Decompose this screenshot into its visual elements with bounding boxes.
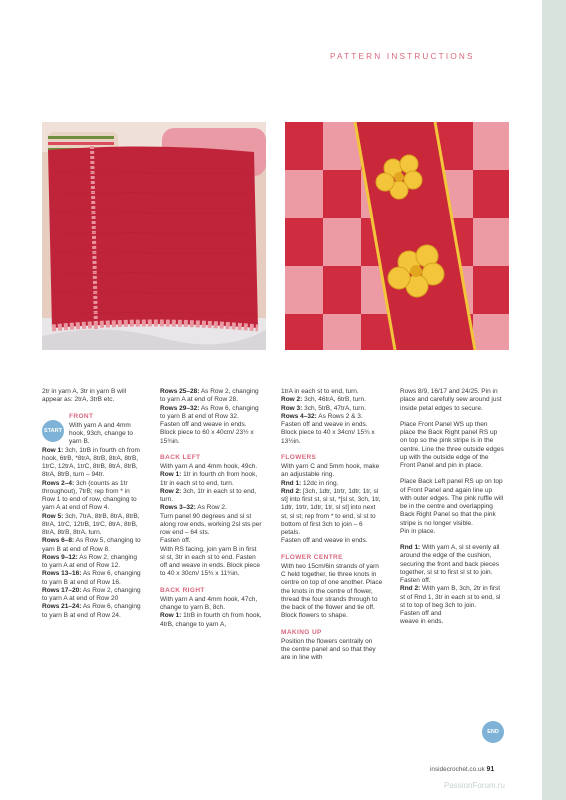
flowers-rnd-2: Rnd 2: [3ch, 1dtr, 1trtr, 1dtr, 1tr, sl st] into first st, sl st, *[sl st, 3ch, 1tr, 1dtr, 1trtr, 1dtr, 1tr, sl st] into next st, sl st; rep from * to end, sl st to bottom of first 3ch to join – 6 petals. xyxy=(281,487,381,536)
back-right-row-1: Row 1: 1trB in fourth ch from hook, 4trB, change to yarn A, xyxy=(160,612,262,628)
page-footer xyxy=(430,766,494,773)
section-header: PATTERN INSTRUCTIONS xyxy=(330,52,475,61)
intro-text: 2tr in yarn A, 3tr in yarn B will appear as: 2trA, 3trB etc. xyxy=(42,388,127,404)
page-edge xyxy=(542,0,566,800)
front-fasten: Fasten off and weave in ends. Block piece to 60 x 40cm/ 23½ x 15¾in. xyxy=(160,421,254,445)
rows-9-12: Rows 9–12: As Row 2, changing to yarn A at end of Row 12. xyxy=(42,553,138,569)
rows-17-20: Rows 17–20: As Row 2, changing to yarn A at end of Row 20 xyxy=(42,586,141,602)
back-left-row-1: Row 1: 1tr in fourth ch from hook, 1tr in each st to end, turn. xyxy=(160,471,258,487)
back-left-turn: Turn panel 90 degrees and sl st along row ends, working 2sl sts per row end – 64 sts. xyxy=(160,512,262,536)
edging-rnd-2: Rnd 2: With yarn B, 3ch, 2tr in first st of Rnd 1, 3tr in each st to end, sl st to top of beg 3ch to join. xyxy=(400,585,501,609)
back-right-fasten: Fasten off and weave in ends. Block piece to 40 x 34cm/ 15¾ x 13½in. xyxy=(281,421,375,445)
rows-13-16: Rows 13–16: As Row 6, changing to yarn B at end of Row 16. xyxy=(42,570,141,586)
end-badge: END xyxy=(482,721,504,743)
rows-21-24: Rows 21–24: As Row 6, changing to yarn B at end of Row 24. xyxy=(42,603,141,619)
crochet-closeup-photo xyxy=(285,122,509,350)
place-back-left: Place Back Left panel RS up on top of Front Panel and again line up with outer edges. The pink ruffle will be in the centre and overlapping Back Right Panel so that the pink stripe is no longer visible. xyxy=(400,478,504,527)
flowers-rnd-1: Rnd 1: 12dc in ring. xyxy=(281,479,339,487)
place-front-panel: Place Front Panel WS up then place the Back Right panel RS up on top so the pink stripe is in the centre. Line the three outside edges up with the outside edge of the Front Panel and pin in place. xyxy=(400,420,504,469)
back-left-rows-3-32: Rows 3–32: As Row 2. xyxy=(160,504,227,512)
text-column-4 xyxy=(400,388,504,627)
row-5: Row 5: 3ch, 7trA, 8trB, 8trA, 8trB, 8trA, 1trC, 12trB, 1trC, 8trA, 8trB, 8trA, 8trB, 8trA, turn. xyxy=(42,512,140,536)
flowers-fasten: Fasten off and weave in ends. xyxy=(281,537,368,545)
start-badge: START xyxy=(42,420,64,442)
back-right-row-2: Row 2: 3ch, 46trA, 6trB, turn. xyxy=(281,396,366,404)
edging-rnd-1-fasten: Fasten off. xyxy=(400,577,431,584)
back-left-fasten: Fasten off. xyxy=(160,537,191,545)
back-right-lead: With yarn A and 4mm hook, 47ch, change to yarn B, 8ch. xyxy=(160,595,258,611)
page-number: 91 xyxy=(486,766,495,773)
text-column-1 xyxy=(42,388,144,620)
back-right-row-3: Row 3: 3ch, 5trB, 47trA, turn. xyxy=(281,404,366,412)
cushion-photo xyxy=(42,122,266,350)
flower-centre-heading: FLOWER CENTRE xyxy=(281,553,343,561)
back-right-rows-4-32: Rows 4–32: As Rows 2 & 3. xyxy=(281,412,363,420)
flowers-heading: FLOWERS xyxy=(281,453,317,461)
edging-rnd-1: Rnd 1: With yarn A, sl st evenly all around the edge of the cushion, securing the front and back pieces together, sl st to first sl st to join. xyxy=(400,544,500,576)
footer-url: insidecrochet.co.uk xyxy=(430,766,485,773)
watermark: PassionForum.ru xyxy=(444,781,505,790)
end-line-2: weave in ends. xyxy=(400,618,444,626)
rows-25-28: Rows 25–28: As Row 2, changing to yarn A at end of Row 28. xyxy=(160,388,259,404)
making-up-heading: MAKING UP xyxy=(281,628,322,636)
end-line-1: Fasten off and xyxy=(400,610,442,617)
row-1: Row 1: 3ch, 1trB in fourth ch from hook, 6trB, *8trA, 8trB, 8trA, 8trB, 1trC, 12trA, 1trC, 8trB, 8trA, 8trB, 8trA, 8trB, turn – 94tr. xyxy=(42,446,140,479)
front-heading: FRONT xyxy=(69,412,94,420)
back-left-lead: With yarn A and 4mm hook, 49ch. xyxy=(160,463,258,470)
flower-centre-text: With two 15cm/6in strands of yarn C held together, tie three knots in centre on top of one another. Place the knots in the centre of flower, thread the four strands through to the back of the flower and tie off. Block flowers to shape. xyxy=(281,562,383,620)
back-right-cont: 1trA in each st to end, turn. xyxy=(281,388,359,395)
pin-in-place: Pin in place. xyxy=(400,527,436,535)
rows-29-32: Rows 29–32: As Row 6, changing to yarn B at end of Row 32. xyxy=(160,404,259,420)
back-left-row-2: Row 2: 3ch, 1tr in each st to end, turn. xyxy=(160,487,257,503)
rows-2-4: Rows 2–4: 3ch (counts as 1tr throughout), 7trB; rep from * in Row 1 to end of row, changing to yarn A at end of Row 4. xyxy=(42,479,137,512)
making-up-cont: Rows 8/9, 16/17 and 24/25. Pin in place and carefully sew around just inside petal edges to secure. xyxy=(400,388,502,412)
back-left-rs: With RS facing, join yarn B in first sl st, 3tr in each st to end. Fasten off and weave in ends. Block piece to 40 x 30cm/ 15¾ x 11¾in. xyxy=(160,545,260,578)
rows-6-8: Rows 6–8: As Row 5, changing to yarn B at end of Row 8. xyxy=(42,537,141,553)
flowers-lead: With yarn C and 5mm hook, make an adjustable ring. xyxy=(281,463,380,479)
back-left-heading: BACK LEFT xyxy=(160,453,201,461)
back-right-heading: BACK RIGHT xyxy=(160,586,205,594)
front-lead: With yarn A and 4mm hook, 93ch, change to yarn B. xyxy=(69,421,133,446)
making-up-text: Position the flowers centrally on the centre panel and so that they are in line with xyxy=(281,637,376,662)
text-column-3 xyxy=(281,388,383,663)
text-column-2 xyxy=(160,388,262,629)
